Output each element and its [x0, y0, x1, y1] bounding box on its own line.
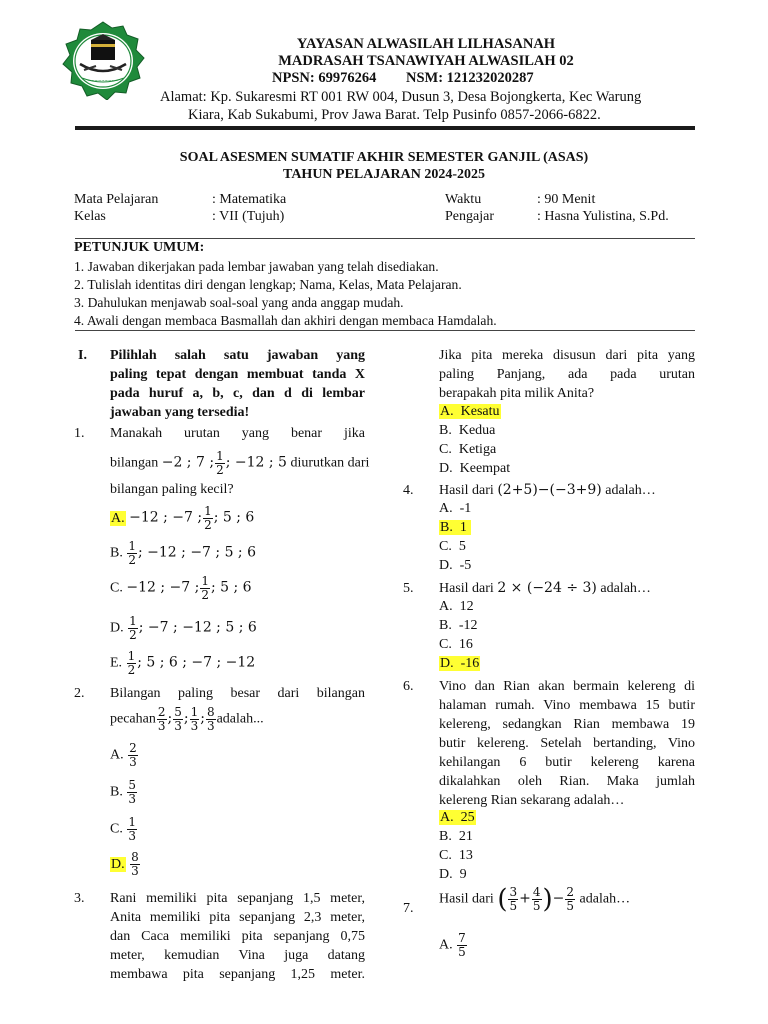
option-a[interactable]: A. 25: [440, 810, 475, 825]
question-text: bilangan −2 ; 7 ; $\frac{1}{2}$ ; −12 ; 5 diurutkan dari: [110, 449, 370, 477]
option-b[interactable]: B. Kedua: [439, 423, 496, 438]
question-text: butir kelereng. Setelah bertanding, Vino: [439, 736, 695, 751]
option-b[interactable]: B. -12: [439, 618, 478, 633]
option-d[interactable]: D. $\frac{8}{3}$: [111, 850, 139, 878]
option-d[interactable]: D. -5: [439, 558, 472, 573]
option-a[interactable]: A. −12 ; −7 ; $\frac{1}{2}$ ; 5 ; 6: [111, 504, 255, 532]
option-c[interactable]: C. −12 ; −7 ; $\frac{1}{2}$ ; 5 ; 6: [110, 574, 252, 602]
question-text: berapakah pita milik Anita?: [439, 386, 595, 401]
class-label: Kelas: [74, 209, 106, 224]
question-text: Vino dan Rian akan bermain kelereng di: [439, 679, 695, 694]
question-number: 4.: [403, 483, 414, 498]
school-name: MADRASAH TSANAWIYAH ALWASILAH 02: [278, 53, 574, 69]
question-text: Hasil dari ( $\frac{3}{5}$ + $\frac{4}{5}$ )− $\frac{2}{5}$ adalah…: [439, 884, 631, 915]
option-b[interactable]: B. $\frac{1}{2}$ ; −12 ; −7 ; 5 ; 6: [110, 539, 256, 567]
question-text: bilangan paling kecil?: [110, 482, 234, 497]
question-text: Jika pita mereka disusun dari pita yang: [439, 348, 695, 363]
instructions-divider: [75, 330, 695, 331]
option-a[interactable]: A. Kesatu: [440, 404, 500, 419]
address-line-2: Kiara, Kab Sukabumi, Prov Jawa Barat. Telp Pusinfo 0857-2066-6822.: [188, 107, 601, 123]
section-instruction: pada huruf a, b, c, dan d di lembar: [110, 386, 365, 401]
teacher-label: Pengajar: [445, 209, 494, 224]
subject-value: : Matematika: [212, 192, 287, 207]
question-text: kelereng Rian sekarang adalah…: [439, 793, 625, 808]
instruction-item: 1. Jawaban dikerjakan pada lembar jawaban yang telah disediakan.: [74, 259, 439, 274]
question-text: membawa pita sepanjang 1,25 meter.: [110, 967, 365, 982]
option-b[interactable]: B. 21: [439, 829, 473, 844]
option-a[interactable]: A. $\frac{7}{5}$: [439, 931, 466, 959]
exam-title: SOAL ASESMEN SUMATIF AKHIR SEMESTER GANJIL (ASAS): [179, 150, 589, 165]
foundation-name: YAYASAN ALWASILAH LILHASANAH: [296, 36, 556, 52]
option-c[interactable]: C. 13: [439, 848, 473, 863]
option-a[interactable]: A. -1: [439, 501, 472, 516]
time-label: Waktu: [445, 192, 482, 207]
question-number: 6.: [403, 679, 414, 694]
npsn: NPSN: 69976264: [272, 70, 377, 86]
option-c[interactable]: C. 16: [439, 637, 473, 652]
nsm: NSM: 121232020287: [406, 70, 534, 86]
question-text: Hasil dari 2 × (−24 ÷ 3) adalah…: [439, 580, 651, 596]
option-d[interactable]: D. Keempat: [439, 461, 511, 476]
time-value: : 90 Menit: [537, 192, 596, 207]
option-d[interactable]: D. 9: [439, 867, 467, 882]
address-line-1: Alamat: Kp. Sukaresmi RT 001 RW 004, Dusun 3, Desa Bojongkerta, Kec Warung: [160, 89, 642, 105]
section-instruction: Pilihlah salah satu jawaban yang: [110, 348, 365, 363]
class-value: : VII (Tujuh): [212, 209, 285, 224]
question-number: 2.: [74, 686, 85, 701]
teacher-value: : Hasna Yulistina, S.Pd.: [537, 209, 669, 224]
question-text: pecahan $\frac{2}{3}$ ; $\frac{5}{3}$ ; $\frac{1}{3}$ ; $\frac{8}{3}$ adalah...: [110, 705, 264, 733]
question-text: kelereng, sedangkan Rian membawa 19: [439, 717, 695, 732]
instructions-title: PETUNJUK UMUM:: [74, 240, 205, 255]
question-text: halaman rumah. Vino membawa 15 butir: [439, 698, 695, 713]
fraction: $\frac{1}{2}$: [216, 449, 224, 477]
question-number: 1.: [74, 426, 85, 441]
question-number: 5.: [403, 581, 414, 596]
instruction-item: 4. Awali dengan membaca Basmallah dan akhiri dengan membaca Hamdalah.: [74, 313, 497, 328]
instruction-item: 2. Tulislah identitas diri dengan lengkap; Nama, Kelas, Mata Pelajaran.: [74, 277, 462, 292]
question-number: 3.: [74, 891, 85, 906]
option-a[interactable]: A. $\frac{2}{3}$: [110, 741, 137, 769]
question-text: Rani memiliki pita sepanjang 1,5 meter,: [110, 891, 365, 906]
section-instruction: paling tepat dengan membuat tanda X: [110, 367, 365, 382]
question-text: meter, kemudian Vina juga datang: [110, 948, 365, 963]
question-text: Anita memiliki pita sepanjang 2,3 meter,: [110, 910, 365, 925]
question-text: Bilangan paling besar dari bilangan: [110, 686, 365, 701]
option-c[interactable]: C. 5: [439, 539, 466, 554]
header-divider: [75, 126, 695, 130]
question-text: Manakah urutan yang benar jika: [110, 426, 365, 441]
option-d[interactable]: D. $\frac{1}{2}$ ; −7 ; −12 ; 5 ; 6: [110, 614, 257, 642]
exam-year: TAHUN PELAJARAN 2024-2025: [283, 167, 485, 182]
question-text: kehilangan 6 butir kelereng karena: [439, 755, 695, 770]
option-c[interactable]: C. Ketiga: [439, 442, 497, 457]
question-text: dikalahkan oleh Rian. Maka jumlah: [439, 774, 695, 789]
question-text: paling Panjang, ada pada urutan: [439, 367, 695, 382]
option-e[interactable]: E. $\frac{1}{2}$ ; 5 ; 6 ; −7 ; −12: [110, 649, 256, 677]
info-divider: [75, 238, 695, 239]
subject-label: Mata Pelajaran: [74, 192, 159, 207]
question-number: 7.: [403, 901, 414, 916]
option-b[interactable]: B. 1: [439, 520, 471, 536]
question-text: Hasil dari (2+5)−(−3+9) adalah…: [439, 482, 656, 498]
instruction-item: 3. Dahulukan menjawab soal-soal yang anda anggap mudah.: [74, 295, 404, 310]
section-numeral: I.: [78, 348, 87, 363]
option-a[interactable]: A. 12: [439, 599, 474, 614]
option-c[interactable]: C. $\frac{1}{3}$: [110, 815, 136, 843]
option-d[interactable]: D. -16: [440, 656, 480, 671]
svg-text:~~~~~~~~~: ~~~~~~~~~: [87, 78, 119, 83]
option-b[interactable]: B. $\frac{5}{3}$: [110, 778, 136, 806]
question-text: dan Caca memiliki pita sepanjang 0,75: [110, 929, 365, 944]
section-instruction: jawaban yang tersedia!: [110, 405, 250, 420]
